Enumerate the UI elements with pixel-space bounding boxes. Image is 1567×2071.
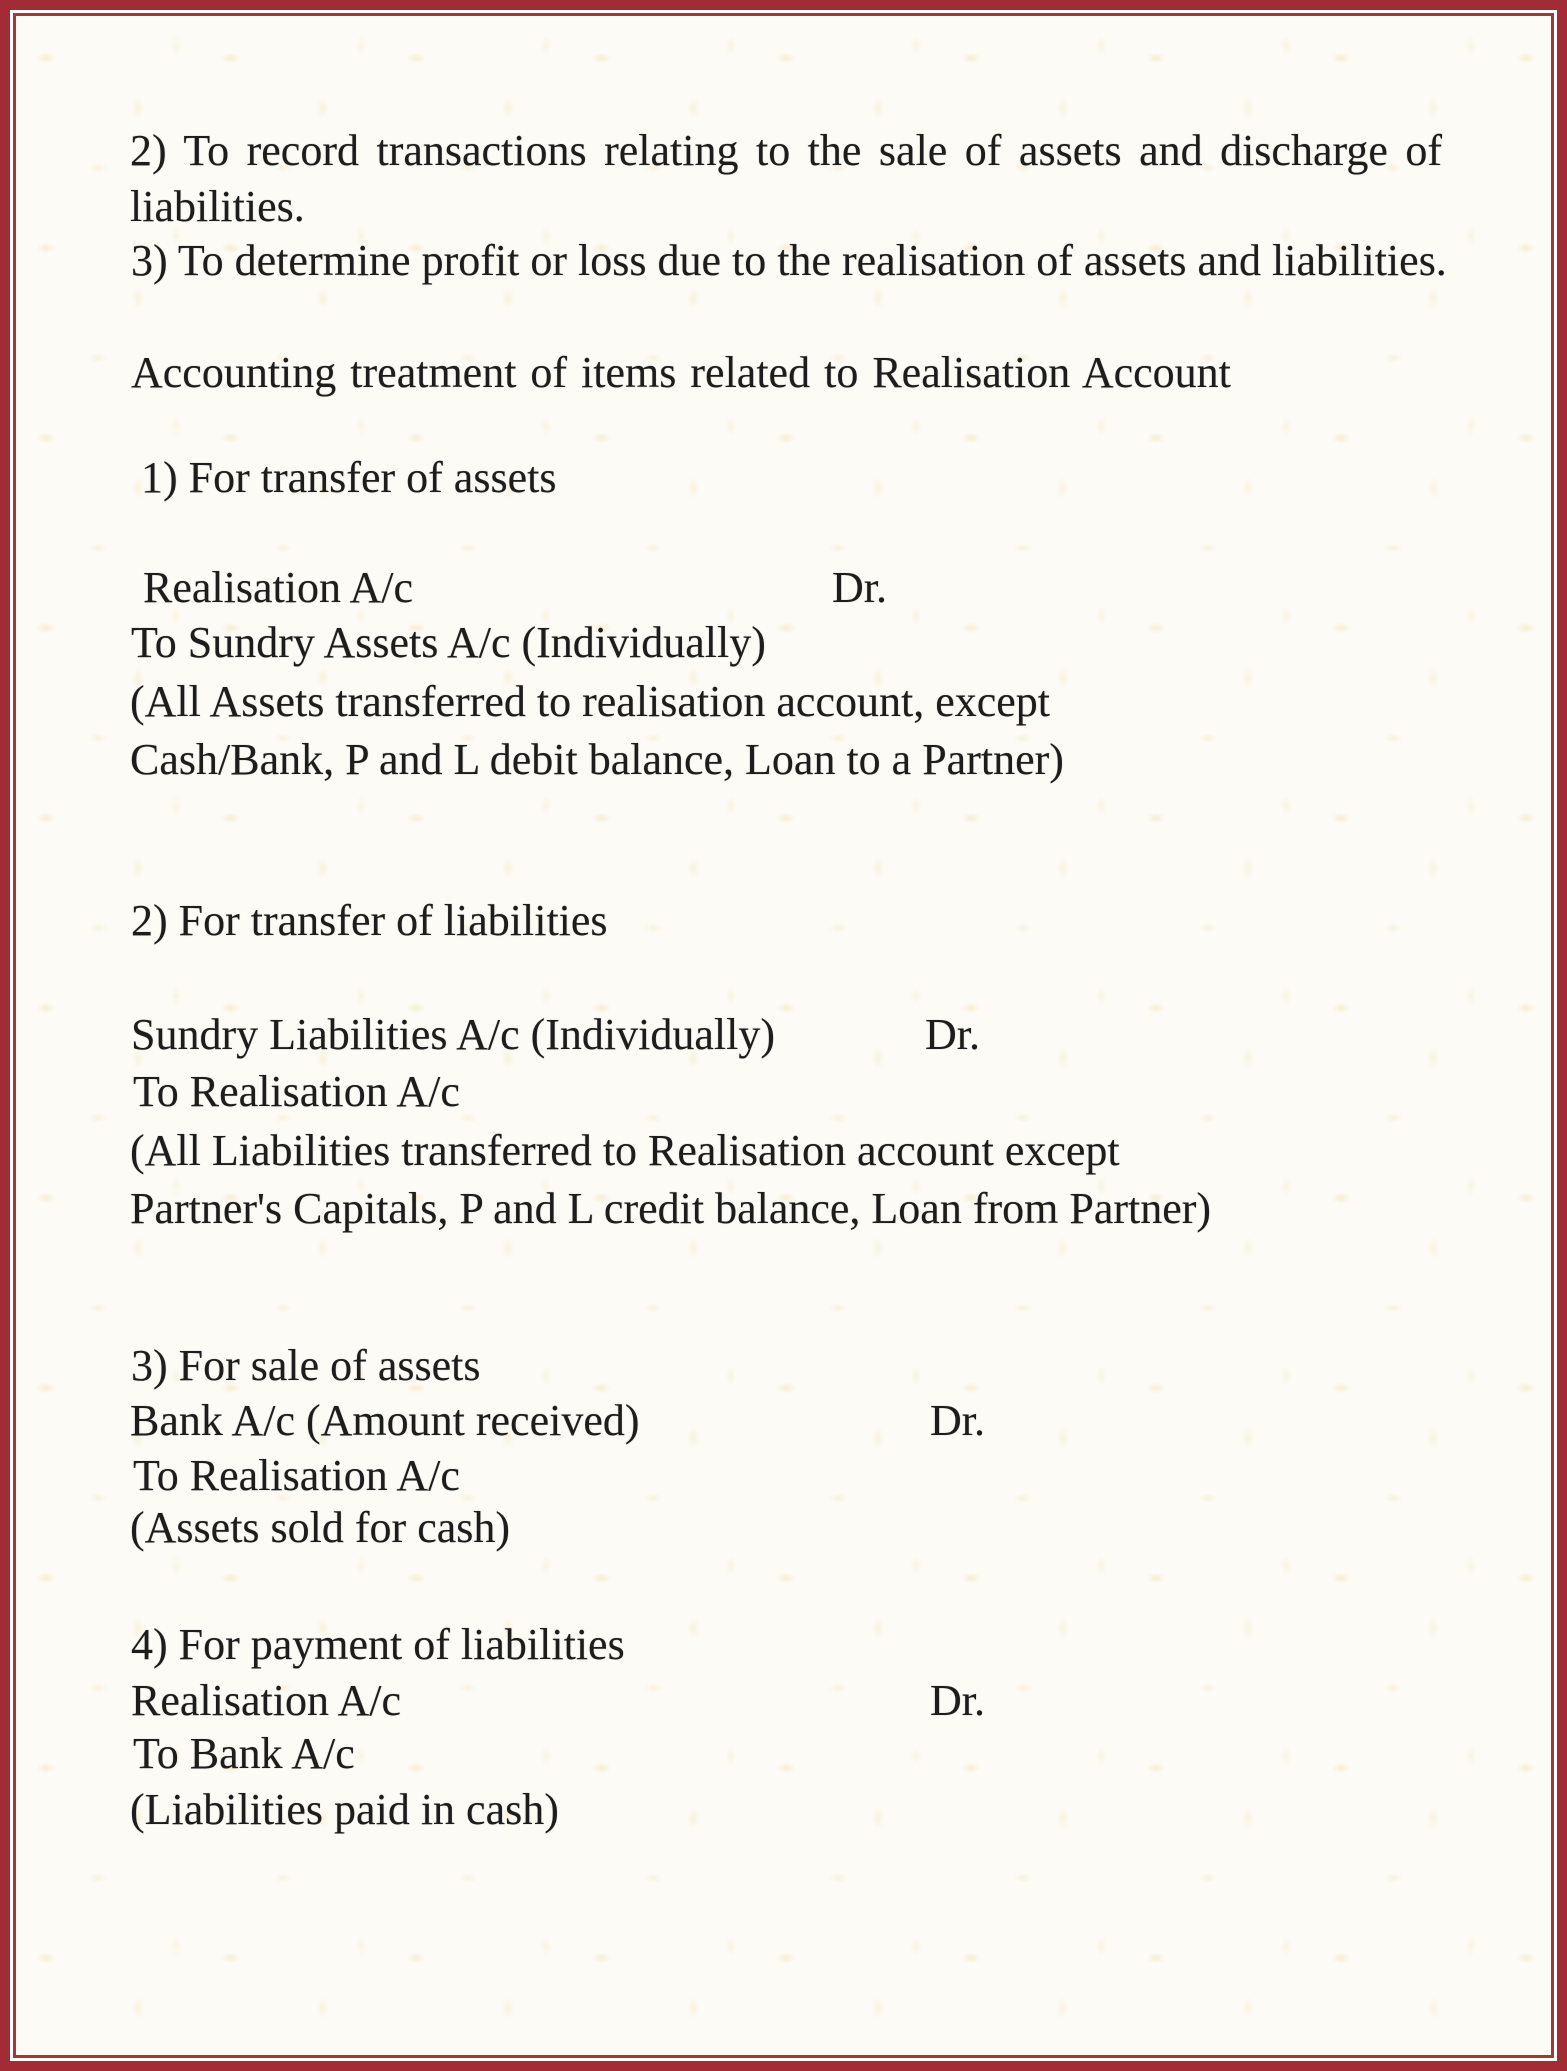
section-4-title: 4) For payment of liabilities bbox=[131, 1620, 625, 1669]
section-3-debit-account: Bank A/c (Amount received) bbox=[130, 1396, 640, 1445]
section-1-title: 1) For transfer of assets bbox=[141, 453, 557, 502]
section-2-credit-line: To Realisation A/c bbox=[133, 1067, 460, 1116]
section-2-note-line-1: (All Liabilities transferred to Realisation account except bbox=[130, 1126, 1120, 1175]
section-3-note-line-1: (Assets sold for cash) bbox=[130, 1503, 511, 1552]
section-1-note-line-2: Cash/Bank, P and L debit balance, Loan to a Partner) bbox=[130, 735, 1064, 784]
section-1-dr-label: Dr. bbox=[832, 563, 887, 612]
page-heading: Accounting treatment of items related to Realisation Account bbox=[131, 348, 1231, 397]
section-1-debit-line bbox=[143, 563, 887, 612]
section-2-debit-line bbox=[131, 1010, 980, 1059]
section-1-note-line-1: (All Assets transferred to realisation account, except bbox=[130, 677, 1051, 726]
section-4-debit-line bbox=[131, 1676, 985, 1725]
section-2-debit-account: Sundry Liabilities A/c (Individually) bbox=[131, 1010, 776, 1059]
intro-line-1: 2) To record transactions relating to the sale of assets and discharge of bbox=[130, 126, 1442, 175]
section-2-note-line-2: Partner's Capitals, P and L credit balance, Loan from Partner) bbox=[130, 1184, 1212, 1233]
section-3-dr-label: Dr. bbox=[930, 1396, 985, 1445]
section-1-debit-account: Realisation A/c bbox=[143, 563, 414, 612]
section-3-title: 3) For sale of assets bbox=[131, 1341, 481, 1390]
intro-line-3: 3) To determine profit or loss due to the realisation of assets and liabilities. bbox=[131, 236, 1447, 285]
section-2-dr-label: Dr. bbox=[925, 1010, 980, 1059]
section-1-credit-line: To Sundry Assets A/c (Individually) bbox=[131, 618, 766, 667]
section-4-dr-label: Dr. bbox=[930, 1676, 985, 1725]
section-3-debit-line bbox=[130, 1396, 985, 1445]
intro-line-2: liabilities. bbox=[130, 182, 305, 231]
section-4-credit-line: To Bank A/c bbox=[133, 1729, 355, 1778]
section-4-note-line-1: (Liabilities paid in cash) bbox=[130, 1785, 559, 1834]
section-4-debit-account: Realisation A/c bbox=[131, 1676, 402, 1725]
section-2-title: 2) For transfer of liabilities bbox=[131, 896, 608, 945]
section-3-credit-line: To Realisation A/c bbox=[133, 1451, 460, 1500]
